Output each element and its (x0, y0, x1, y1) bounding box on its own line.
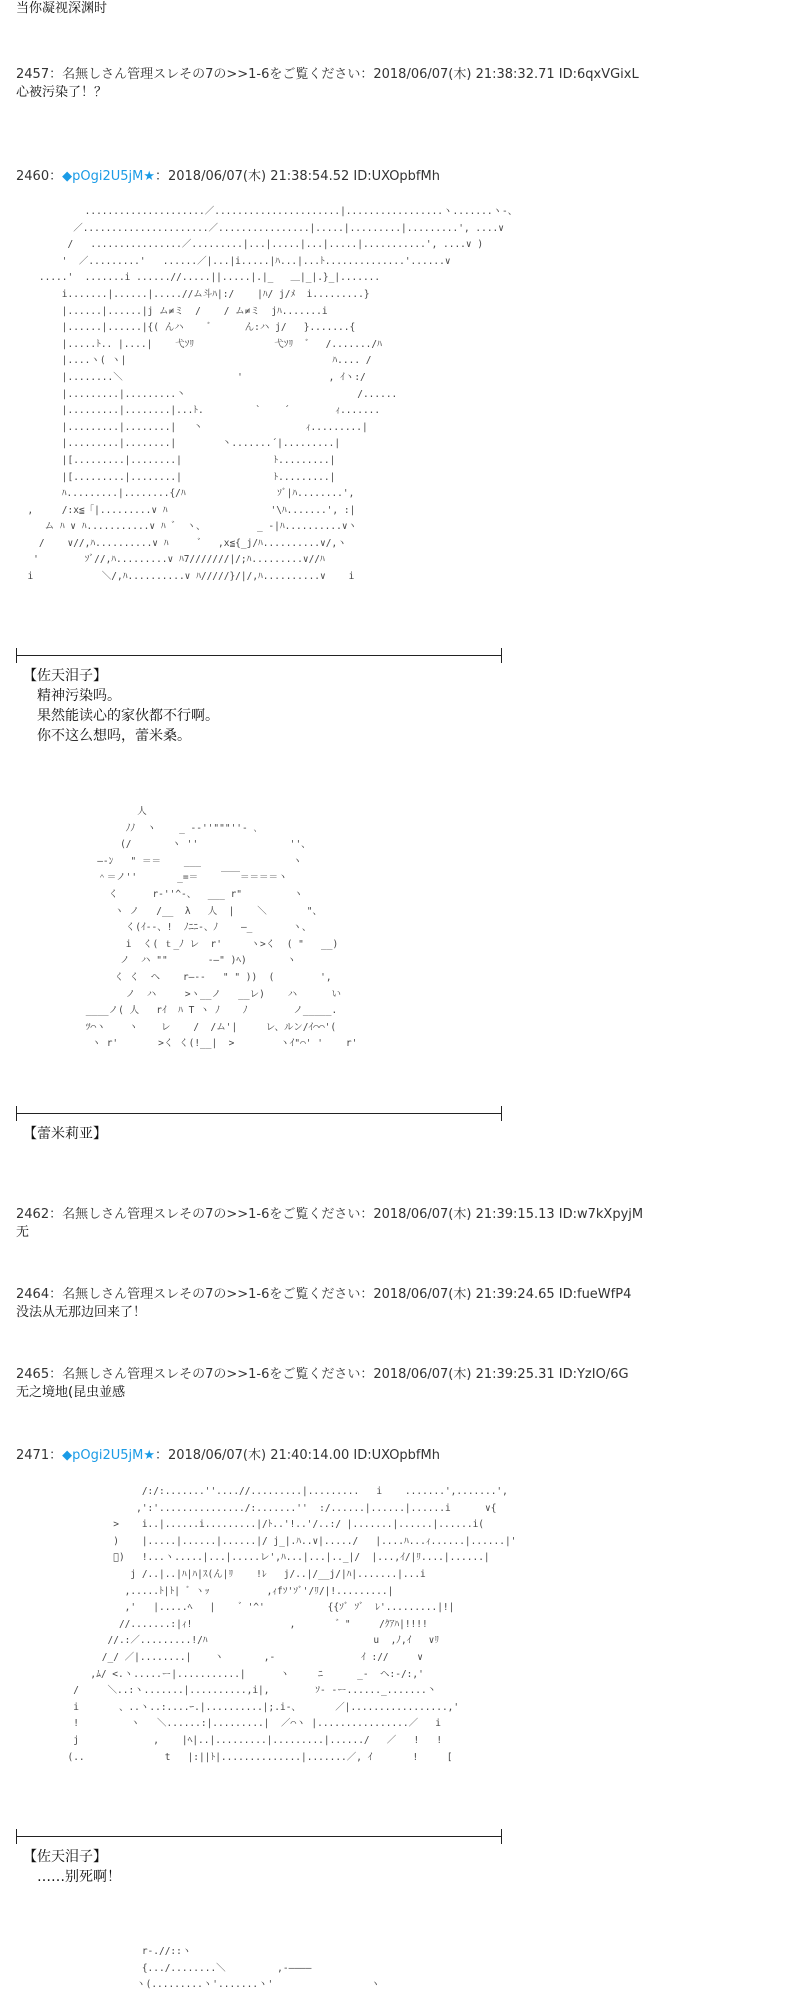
speech-block-1 (23, 666, 219, 746)
trip-code[interactable]: ◆pOgi2U5jM (62, 1448, 144, 1463)
post-body: 心被污染了！？ (16, 85, 108, 100)
post-meta: ：2018/06/07(木) 21:38:54.52 ID:UXOpbfMh (154, 169, 440, 184)
ascii-art-saten-2: /:/:.......''....//.........|......... i .......',.......', ,':'.............../:.......'' :/......|......|......i ∨{ > i..|......i.........|/ﾄ..'!..'/..:/ |.......|......|......i( ) |.....|......|......|/ j_|.ﾊ..∨|...../ |....ﾊ...ｨ......|......|' ﾞ) !...ヽ.....|...|.....レ',ﾊ...|...|.._|/ |...,ｲ/|ﾘ....|......| j /..|..|ﾊ|ﾊ|ｽ(ん|ﾘ !ﾚ j/..|/__j/|ﾊ|.......|...i ,.....ﾄ|ﾄ| ゛ヽｯ ,ｨfｿ'ｿﾞ'/ﾘ/|!.........| ,' |.....ﾍ | ゛'^' {{ｿﾞ ｿﾞ ﾚ'.........|!| //.......:|ｨ! , ゛" /ｸｱﾊ|!!!! //.:／.........!/ﾊ u ,ﾉ,ｲ ∨ﾘ /_/ ／|........| ヽ ,- ｲ :// ∨ ,ﾑ/ <.ヽ.....ー|...........| ヽ ﾆ _- ヘ:-/:,' / ＼..:ヽ.......|..........,i|, ｿ‐ ‐ー......_.......丶 i 、..ヽ..:....ｰ.|..........|;.i‐、 ／|.................,' ! ヽ ＼......:|.........| ／⌒ヽ |................／ i j , |ﾍ|..|.........|.........|....../ ／ ! ! (.. t |:||ﾄ|..............|.......／, ｲ ! [ (67, 1486, 517, 1763)
speech-line: 果然能读心的家伙都不行啊。 (37, 708, 219, 724)
post-number: 2471： (16, 1448, 63, 1463)
star-icon: ★ (143, 169, 155, 184)
post-body: 无 (16, 1225, 30, 1240)
speech-line: 你不这么想吗，蕾米桑。 (37, 728, 191, 744)
post-header: 2457：名無しさん管理スレその7の>>1-6をご覧ください：2018/06/07(木) 21:38:32.71 ID:6qxVGixL (16, 67, 639, 82)
speech-block-3 (23, 1847, 121, 1887)
post-body: 没法从无那边回来了！ (16, 1305, 147, 1320)
trip-code[interactable]: ◆pOgi2U5jM (62, 169, 144, 184)
ascii-art-remilia: 人 ﾉﾉ ヽ _ -‐''"""''‐ ､ (/ ヽ '' ''、 ―‐ﾝ " ＝＝ ___ ヽ ＾＝ノ'' _=＝ ￣￣＝＝＝＝ヽ く r‐''^‐、 ___ r" ヽ ヽ ノ /__ λ 人 | ＼ "、 く(ｲ‐‐、! ﾉﾆﾆ‐、ﾉ ―_ ヽ、 i く( ｔ_ﾉ レ r' ヽ>く ( " __) ノ ハ "" ‐―" )ﾍ) ヽ く く ヘ r―‐- " " )) ( ', ノ ハ >ヽ__ノ __レ) ハ い ____ノ( 人 rｲ ﾊ T ヽ ﾉ ﾉ ノ_____. ﾂ⌒ヽ ヽ レ / /ム'| レ、ルン/ｲ⌒⌒'( ヽ r' >く く(!__| > ヽｲ"⌒' ' r' (85, 806, 358, 1050)
post-2457 (16, 66, 639, 102)
post-body: 无之境地(昆虫並感 (16, 1385, 126, 1400)
post-header: 2465：名無しさん管理スレその7の>>1-6をご覧ください：2018/06/07(木) 21:39:25.31 ID:YzIO/6G (16, 1367, 629, 1382)
speech-block-2 (23, 1124, 107, 1144)
divider-tick (501, 648, 502, 663)
post-2471 (16, 1447, 440, 1465)
divider (16, 655, 502, 656)
post-meta: ：2018/06/07(木) 21:40:14.00 ID:UXOpbfMh (154, 1448, 440, 1463)
post-number: 2460： (16, 169, 63, 184)
speaker-name: 【蕾米莉亚】 (23, 1126, 107, 1142)
divider-tick (16, 1106, 17, 1121)
star-icon: ★ (143, 1448, 155, 1463)
speech-line: ……别死啊！ (37, 1869, 121, 1885)
post-header: 2464：名無しさん管理スレその7の>>1-6をご覧ください：2018/06/07(木) 21:39:24.65 ID:fueWfP4 (16, 1287, 632, 1302)
speech-line: 精神污染吗。 (37, 688, 121, 704)
divider (16, 1836, 502, 1837)
post-2464 (16, 1286, 631, 1322)
top-line: 当你凝视深渊时 (16, 1, 108, 16)
speaker-name: 【佐天泪子】 (23, 668, 107, 684)
post-2460 (16, 168, 440, 186)
divider-tick (501, 1829, 502, 1844)
post-header (16, 168, 440, 186)
ascii-art-saten-1: .....................／......................|.................ヽ.......ヽ-、 ／......................／................|.....|.........|.........', ....∨ / ................／.........|...|.....|...|.....|...........', ....∨ ) ' ／.........' ......／|...|i.....|ﾊ...|...ﾄ..............'......∨ .....' .......i ......//.....||.....|.|_ ＿|_|.}_|....... i.......|......|.....//ム斗ﾊ|:/ |ﾊ/ j/ﾒ i.........} |......|......|j ム≠ミ / / ム≠ミ jﾊ.......i |......|......|{( んハ ゛ ん:ハ j/ }.......{ |.....ﾄ.. |....| 弋ｿﾘ 弋ｿﾘ ゛ /......./ﾊ |....ヽ( ヽ| ﾊ.... / |........＼ ' , ｲヽ:/ |.........|.........丶 /...... |.........|........|...ﾄ. ` ´ ｨ....... |.........|........| 丶 ｨ.........| |.........|........| 丶.......´|.........| |[.........|........| ﾄ.........| |[.........|........| ﾄ.........| ﾊ.........|........{/ﾊ ｿﾞ|ﾊ........', , /:x≦「|.........∨ ﾊ '\ﾊ.......', :| ム ﾊ ∨ ﾊ...........∨ ﾊ ゛ ヽ、 _ -|ﾊ..........∨ヽ / ∨//,ﾊ..........∨ ﾊ ゛ ,x≦{_j/ﾊ..........∨/,ヽ ' ｿﾞ//,ﾊ.........∨ ﾊ7///////|/;ﾊ.........∨//ﾊ i ＼/,ﾊ..........∨ ﾊ/////}/|/,ﾊ..........∨ i (27, 206, 518, 583)
speaker-name: 【佐天泪子】 (23, 1849, 107, 1865)
post-header (16, 1447, 440, 1465)
divider-tick (16, 1829, 17, 1844)
divider-tick (16, 648, 17, 663)
post-header: 2462：名無しさん管理スレその7の>>1-6をご覧ください：2018/06/07(木) 21:39:15.13 ID:w7kXpyjM (16, 1207, 644, 1222)
divider (16, 1113, 502, 1114)
post-2462 (16, 1206, 643, 1242)
post-2465 (16, 1366, 629, 1402)
divider-tick (501, 1106, 502, 1121)
ascii-art-partial: r‐.//::ヽ {.../........＼ ,‐―――― ヽ(.........ヽ'.......ヽ' ヽ (136, 1946, 381, 1991)
